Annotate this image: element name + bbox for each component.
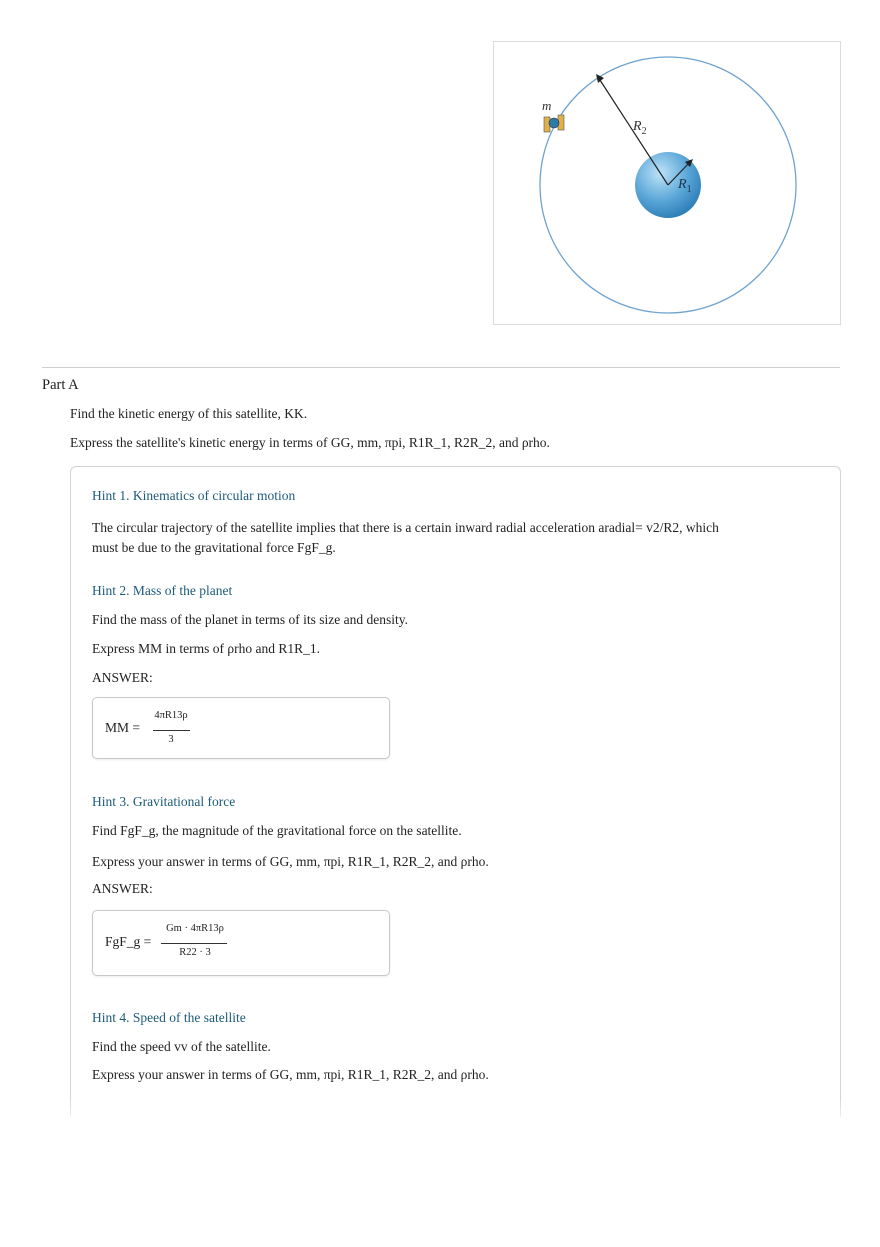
- satellite-icon: [544, 115, 564, 132]
- r1-label: $R_1$: [678, 177, 692, 195]
- hint-3-fraction-bar: [161, 943, 227, 944]
- hint-4-body: Find the speed vv of the satellite.: [92, 1039, 271, 1054]
- orbit-diagram: [493, 41, 841, 325]
- orbit-svg: [494, 42, 840, 324]
- hint-3-answer-denominator: R22 · 3: [179, 947, 211, 958]
- question-prompt: Find the kinetic energy of this satellite, KK.: [70, 406, 308, 421]
- part-title: Part A: [42, 377, 79, 393]
- hint-3-answer-numerator: Gm · 4πR13ρ: [166, 923, 224, 934]
- hint-2-body: Find the mass of the planet in terms of its size and density.: [92, 612, 408, 627]
- hint-2-instruction: Express MM in terms of ρrho and R1R_1.: [92, 641, 320, 656]
- hint-2-answer-lhs: MM =: [105, 720, 140, 735]
- hint-2-fraction-bar: [153, 730, 190, 731]
- hint-1-title[interactable]: Hint 1. Kinematics of circular motion: [92, 488, 296, 503]
- hint-3-answer-label: ANSWER:: [92, 881, 153, 896]
- hint-3-answer-box: [92, 910, 390, 976]
- question-instruction: Express the satellite's kinetic energy in terms of GG, mm, πpi, R1R_1, R2R_2, and ρrho.: [70, 435, 550, 450]
- hint-3-body: Find FgF_g, the magnitude of the gravitational force on the satellite.: [92, 823, 462, 838]
- hint-2-title[interactable]: Hint 2. Mass of the planet: [92, 583, 233, 598]
- hint-2-answer-label: ANSWER:: [92, 670, 153, 685]
- hint-4-title[interactable]: Hint 4. Speed of the satellite: [92, 1010, 246, 1025]
- hint-1-body-line1: The circular trajectory of the satellite implies that there is a certain inward radial acceleration aradial= v2/R2, which: [92, 520, 719, 535]
- hint-3-instruction: Express your answer in terms of GG, mm, πpi, R1R_1, R2R_2, and ρrho.: [92, 854, 489, 869]
- hint-1-body-line2: must be due to the gravitational force FgF_g.: [92, 540, 336, 555]
- page-fade: [60, 1098, 860, 1128]
- hint-3-title[interactable]: Hint 3. Gravitational force: [92, 794, 236, 809]
- hint-2-answer-box: [92, 697, 390, 759]
- hint-3-answer-lhs: FgF_g =: [105, 934, 152, 949]
- hint-4-instruction: Express your answer in terms of GG, mm, πpi, R1R_1, R2R_2, and ρrho.: [92, 1067, 489, 1082]
- hint-2-answer-numerator: 4πR13ρ: [154, 710, 188, 721]
- r2-label: $R_2$: [633, 119, 647, 137]
- hint-2-answer-denominator: 3: [168, 734, 174, 745]
- section-divider: [42, 367, 840, 368]
- mass-label: m: [542, 98, 552, 113]
